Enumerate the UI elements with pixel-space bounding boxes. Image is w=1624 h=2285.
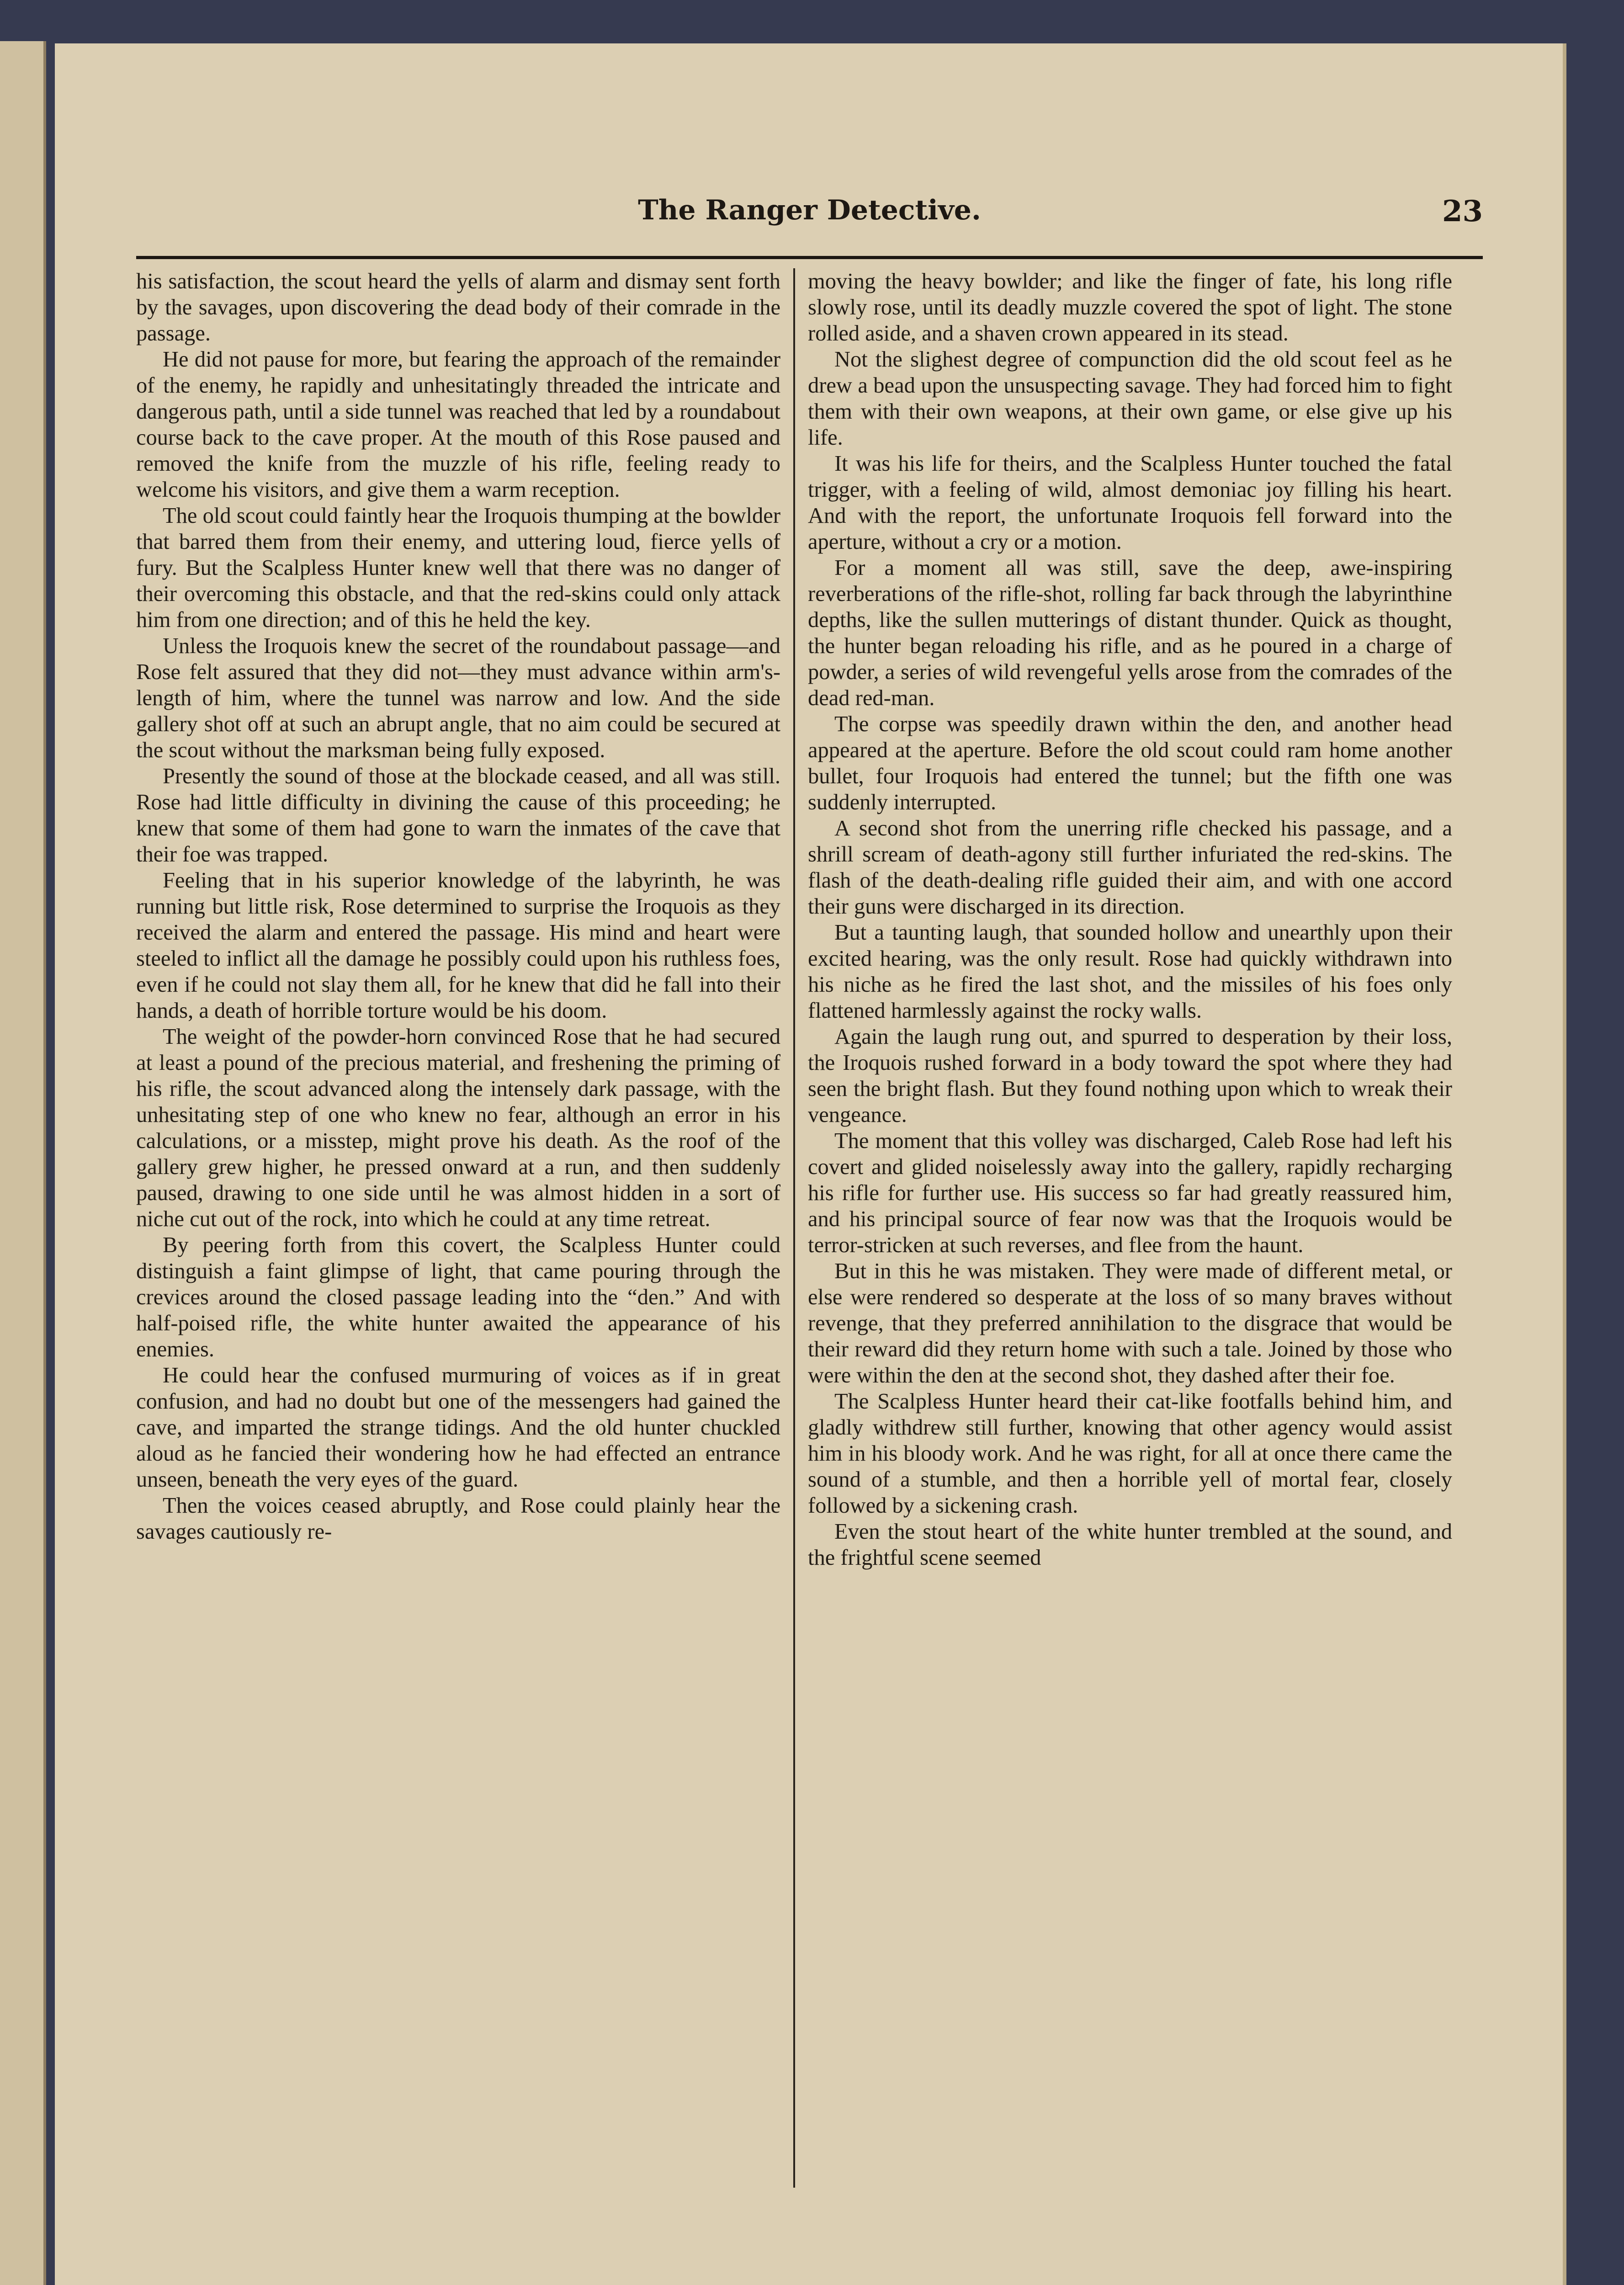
paragraph: Not the slighest degree of compunction did the old scout feel as he drew a bead upon the unsuspecting savage. They had forced him to fight them with their own weapons, at their own game, or else give up his life. (808, 347, 1452, 450)
text-columns (136, 268, 1483, 2188)
paragraph: Then the voices ceased abruptly, and Rose could plainly hear the savages cautiously re- (136, 1493, 780, 1544)
previous-page-edge (0, 41, 46, 2285)
paragraph: The corpse was speedily drawn within the den, and another head appeared at the aperture. Before the old scout could ram home another bullet, four Iroquois had entered the tunnel; but the fifth one was suddenly interrupted. (808, 712, 1452, 814)
paragraph: By peering forth from this covert, the Scalpless Hunter could distinguish a faint glimpse of light, that came pouring through the crevices around the closed passage leading into the “den.” And with half-poised rifle, the white hunter awaited the appearance of his enemies. (136, 1233, 780, 1361)
column-divider (793, 268, 795, 2188)
paragraph: But in this he was mistaken. They were made of different metal, or else were rendered so desperate at the loss of so many braves without revenge, that they preferred annihilation to the disgrace that would be their reward did they return home with such a tale. Joined by those who were within the den at the second shot, they dashed after their foe. (808, 1259, 1452, 1387)
paragraph: Presently the sound of those at the blockade ceased, and all was still. Rose had little difficulty in divining the cause of this proceeding; he knew that some of them had gone to warn the inmates of the cave that their foe was trapped. (136, 764, 780, 866)
paragraph: The Scalpless Hunter heard their cat-like footfalls behind him, and gladly withdrew still further, knowing that other agency would assist him in his bloody work. And he was right, for all at once there came the sound of a stumble, and then a horrible yell of mortal fear, closely followed by a sickening crash. (808, 1389, 1452, 1518)
running-header (136, 194, 1483, 259)
paragraph: Unless the Iroquois knew the secret of the roundabout passage—and Rose felt assured that they did not—they must advance within arm's-length of him, where the tunnel was narrow and low. And the side gallery shot off at such an abrupt angle, that no aim could be secured at the scout without the marksman being fully exposed. (136, 634, 780, 762)
paragraph: But a taunting laugh, that sounded hollow and unearthly upon their excited hearing, was the only result. Rose had quickly withdrawn into his niche as he fired the last shot, and the missiles of his foes only flattened harmlessly against the rocky walls. (808, 920, 1452, 1023)
paragraph: The weight of the powder-horn convinced Rose that he had secured at least a pound of the precious material, and freshening the priming of his rifle, the scout advanced along the intensely dark passage, with the unhesitating step of one who knew no fear, although an error in his calculations, or a misstep, might prove his death. As the roof of the gallery grew higher, he pressed onward at a run, and then suddenly paused, drawing to one side until he was almost hidden in a sort of niche cut out of the rock, into which he could at any time retreat. (136, 1025, 780, 1231)
paragraph: Feeling that in his superior knowledge of the labyrinth, he was running but little risk, Rose determined to surprise the Iroquois as they received the alarm and entered the passage. His mind and heart were steeled to inflict all the damage he possibly could upon his ruthless foes, even if he could not slay them all, for he knew that did he fall into their hands, a death of horrible torture would be his doom. (136, 868, 780, 1023)
book-page (55, 43, 1566, 2285)
paragraph: The old scout could faintly hear the Iroquois thumping at the bowlder that barred them from their enemy, and uttering loud, fierce yells of fury. But the Scalpless Hunter knew well that there was no danger of their overcoming this obstacle, and that the red-skins could only attack him from one direction; and of this he held the key. (136, 504, 780, 632)
running-title: The Ranger Detective. (638, 194, 981, 226)
right-column (808, 268, 1452, 2188)
paragraph: A second shot from the unerring rifle checked his passage, and a shrill scream of death-agony still further infuriated the red-skins. The flash of the death-dealing rifle guided their aim, and with one accord their guns were discharged in its direction. (808, 816, 1452, 919)
paragraph: Again the laugh rung out, and spurred to desperation by their loss, the Iroquois rushed forward in a body toward the spot where they had seen the bright flash. But they found nothing upon which to wreak their vengeance. (808, 1025, 1452, 1127)
page-number: 23 (1442, 194, 1483, 228)
paragraph: The moment that this volley was discharged, Caleb Rose had left his covert and glided noiselessly away into the gallery, rapidly recharging his rifle for further use. His success so far had greatly reassured him, and his principal source of fear now was that the Iroquois would be terror-stricken at such reverses, and flee from the haunt. (808, 1129, 1452, 1257)
paragraph: It was his life for theirs, and the Scalpless Hunter touched the fatal trigger, with a feeling of wild, almost demoniac joy filling his heart. And with the report, the unfortunate Iroquois fell forward into the aperture, without a cry or a motion. (808, 452, 1452, 554)
page-content (136, 194, 1483, 2223)
paragraph: his satisfaction, the scout heard the yells of alarm and dismay sent forth by the savages, upon discovering the dead body of their comrade in the passage. (136, 269, 780, 345)
paragraph: He could hear the confused murmuring of voices as if in great confusion, and had no doubt but one of the messengers had gained the cave, and imparted the strange tidings. And the old hunter chuckled aloud as he fancied their wondering how he had effected an entrance unseen, beneath the very eyes of the guard. (136, 1363, 780, 1492)
paragraph: He did not pause for more, but fearing the approach of the remainder of the enemy, he rapidly and unhesitatingly threaded the intricate and dangerous path, until a side tunnel was reached that led by a roundabout course back to the cave proper. At the mouth of this Rose paused and removed the knife from the muzzle of his rifle, feeling ready to welcome his visitors, and give them a warm reception. (136, 347, 780, 502)
paragraph: moving the heavy bowlder; and like the finger of fate, his long rifle slowly rose, until its deadly muzzle covered the spot of light. The stone rolled aside, and a shaven crown appeared in its stead. (808, 269, 1452, 345)
paragraph: Even the stout heart of the white hunter trembled at the sound, and the frightful scene seemed (808, 1520, 1452, 1570)
left-column (136, 268, 780, 2188)
paragraph: For a moment all was still, save the deep, awe-inspiring reverberations of the rifle-shot, rolling far back through the labyrinthine depths, like the sullen mutterings of distant thunder. Quick as thought, the hunter began reloading his rifle, and as he poured in a charge of powder, a series of wild revengeful yells arose from the comrades of the dead red-man. (808, 556, 1452, 710)
